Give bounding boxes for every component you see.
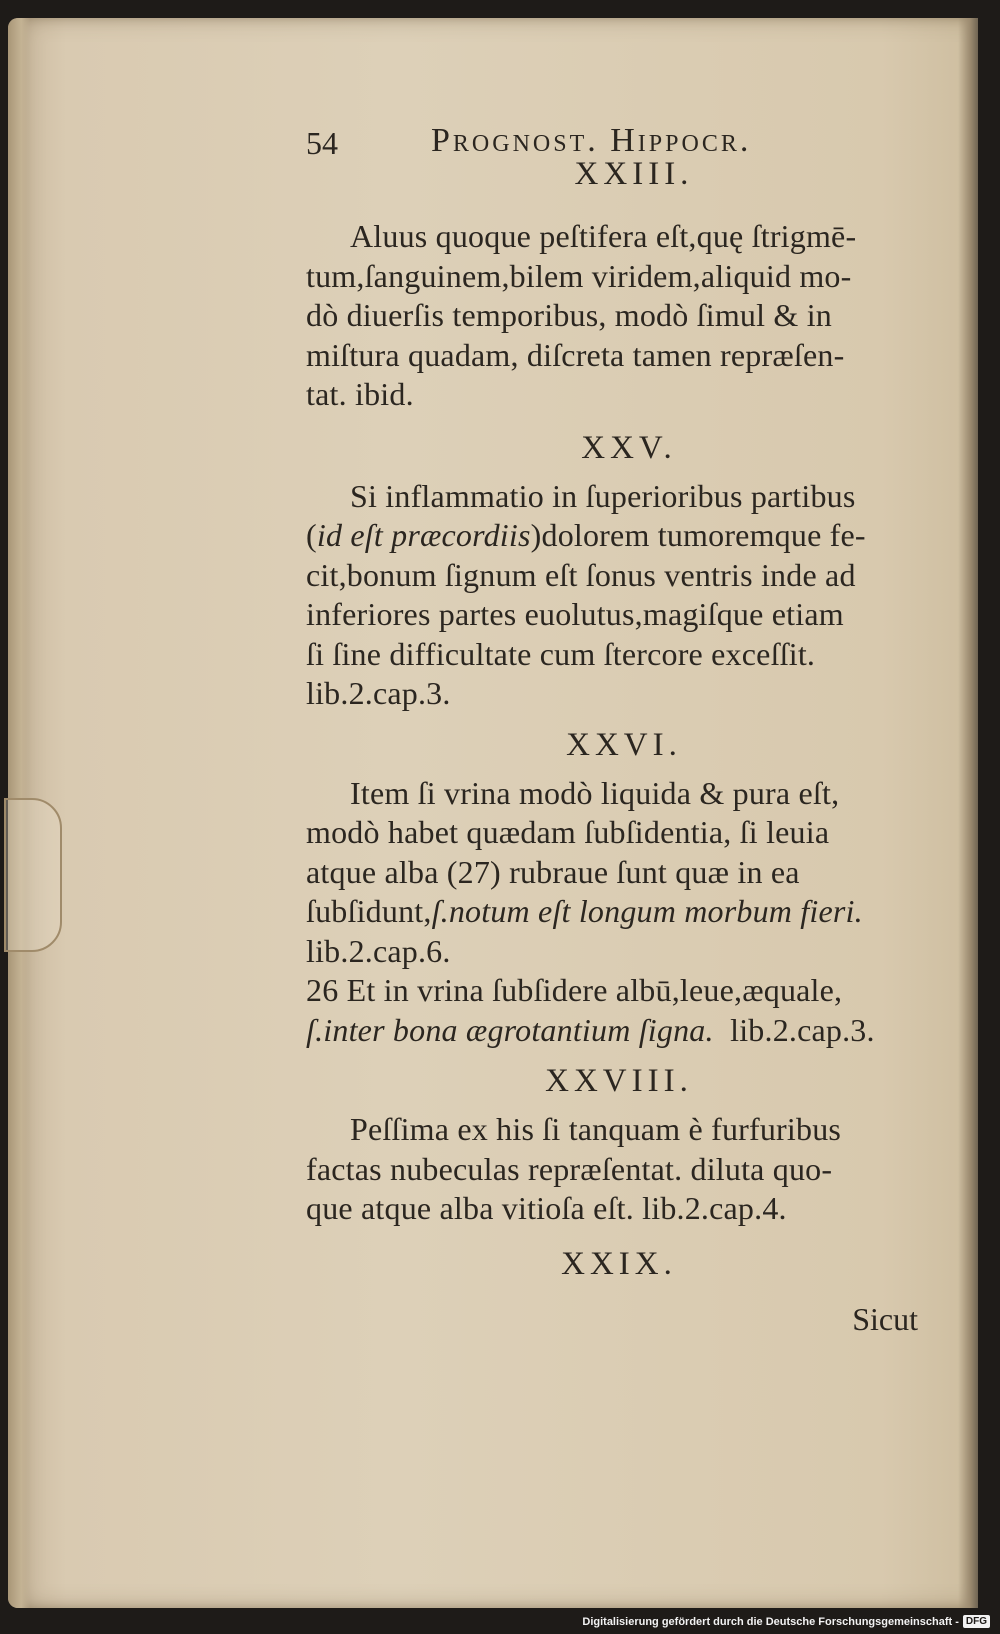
text-line [306, 892, 922, 932]
text-line: inferiores partes euolutus,magiſque etiam [306, 596, 844, 632]
section-paragraph [306, 217, 922, 415]
section-numeral: XXVIII. [545, 1063, 693, 1099]
digitization-credit [582, 1615, 990, 1628]
page-header [306, 115, 922, 159]
text-line: tum,ſanguinem,bilem viridem,aliquid mo- [306, 257, 852, 294]
text-fragment: ( [306, 517, 317, 553]
italic-gloss: id eſt præcordiis [316, 517, 531, 553]
section-numeral: XXVI. [566, 726, 682, 763]
text-line: Peſſima ex his ſi tanquam è furfuribus [350, 1111, 842, 1147]
section-paragraph [306, 477, 922, 714]
text-line: Item ſi vrina modò liquida & pura eſt, [350, 774, 840, 811]
section-numeral: XXIX. [561, 1245, 677, 1282]
text-fragment: ſubſidunt, [306, 893, 432, 929]
catchword: Sicut [852, 1300, 918, 1337]
section-paragraph [306, 1110, 922, 1229]
italic-gloss: ſ.inter bona ægrotantium ſigna. [306, 1011, 714, 1048]
text-line: Si inflammatio in ſuperioribus partibus [350, 477, 856, 514]
credit-text: Digitalisierung gefördert durch die Deutsche Forschungsgemeinschaft - [582, 1615, 959, 1628]
italic-gloss: ſ.notum eſt longum morbum fieri. [431, 893, 863, 929]
text-line [306, 516, 922, 556]
text-line: atque alba (27) rubraue ſunt quæ in ea [306, 853, 800, 890]
text-line: dò diuerſis temporibus, modò ſimul & in [306, 297, 833, 333]
text-line: tat. ibid. [306, 376, 414, 412]
text-line: ſi ſine difficultate cum ſtercore exceſſit. [306, 635, 816, 672]
dfg-logo-icon: DFG [963, 1615, 990, 1628]
page-text [306, 115, 922, 1339]
text-line: lib.2.cap.3. [306, 675, 451, 711]
note-line [306, 1011, 922, 1051]
note-line: 26 Et in vrina ſubſidere albū,leue,æquale, [306, 972, 843, 1008]
section-numeral: XXIII. [574, 156, 694, 192]
page-tab-marker [4, 798, 62, 952]
text-fragment: lib.2.cap.3. [730, 1011, 875, 1048]
text-line: Aluus quoque peſtifera eſt,quę ſtrigmē- [350, 218, 857, 254]
text-line: lib.2.cap.6. [306, 932, 451, 969]
text-line: factas nubeculas repræſentat. diluta quo- [306, 1150, 833, 1187]
text-fragment: )dolorem tumoremque fe- [530, 517, 866, 553]
section-numeral: XXV. [581, 429, 677, 466]
section-paragraph [306, 774, 922, 1051]
text-line: cit,bonum ſignum eſt ſonus ventris inde ad [306, 556, 856, 593]
running-head: Prognost. Hippocr. [431, 122, 752, 159]
text-line: modò habet quædam ſubſidentia, ſi leuia [306, 814, 830, 850]
text-line: miſtura quadam, diſcreta tamen repræſen- [306, 336, 845, 373]
page-number: 54 [306, 125, 338, 161]
text-line: que atque alba vitioſa eſt. lib.2.cap.4. [306, 1190, 787, 1226]
page-right-edge [958, 18, 978, 1608]
